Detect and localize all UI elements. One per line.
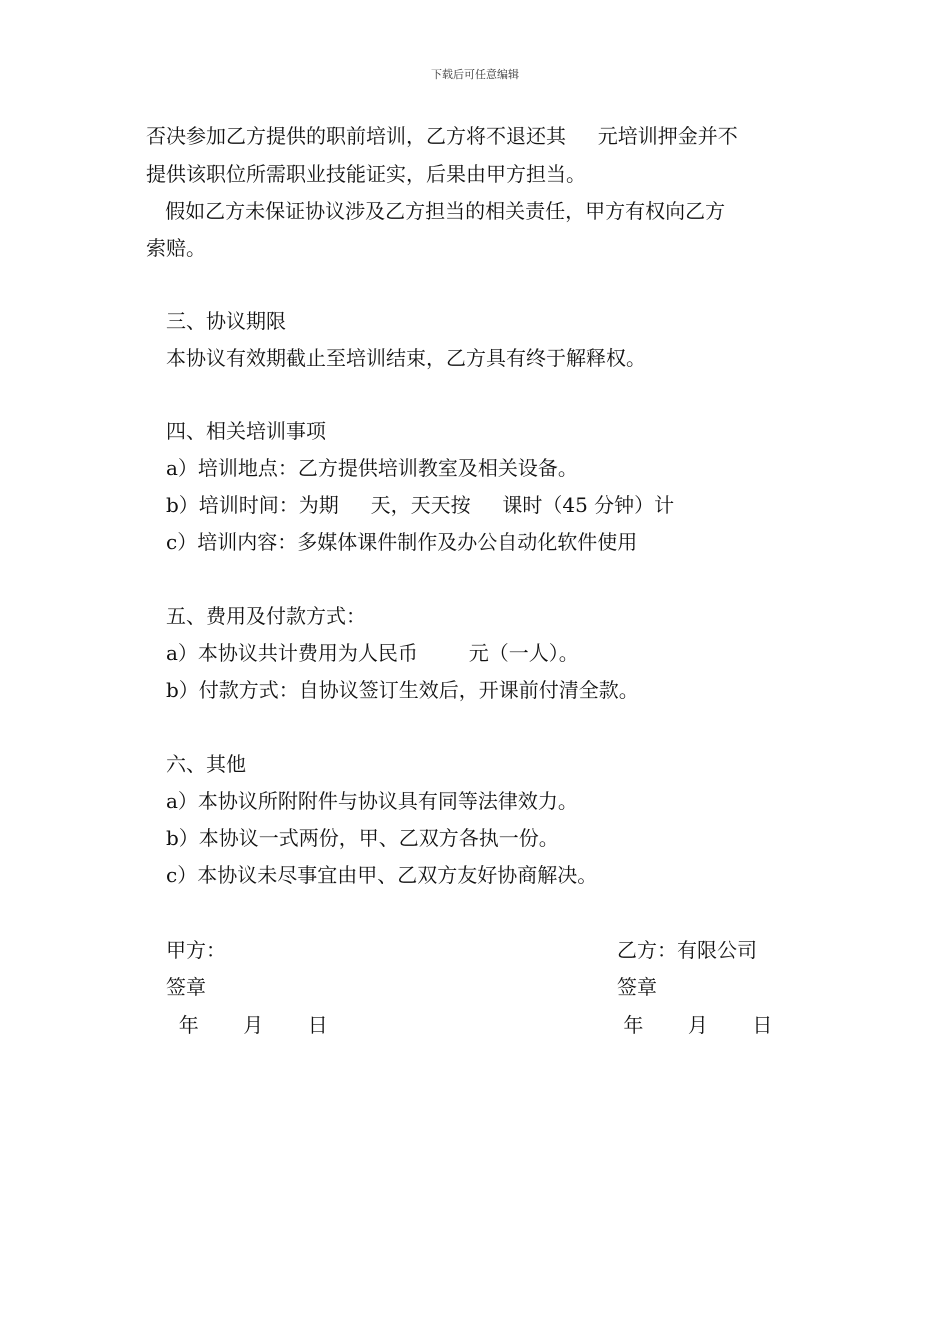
paragraph-line: 索赔。 [146,236,206,260]
paragraph-line: 否决参加乙方提供的职前培训，乙方将不退还其 元培训押金并不 [146,124,738,148]
party-b-date: 年 月 日 [617,1013,773,1037]
list-item: a）本协议所附附件与协议具有同等法律效力。 [166,789,578,813]
list-item: b）培训时间：为期 天，天天按 课时（45 分钟）计 [166,493,675,517]
paragraph-line: 假如乙方未保证协议涉及乙方担当的相关责任，甲方有权向乙方 [146,199,726,223]
party-a-date: 年 月 日 [166,1013,328,1037]
list-item: c）本协议未尽事宜由甲、乙双方友好协商解决。 [166,863,598,887]
party-b-seal: 签章 [617,975,657,999]
list-item: a）本协议共计费用为人民币 元（一人）。 [166,641,579,665]
section-body-term: 本协议有效期截止至培训结束，乙方具有终于解释权。 [166,346,646,370]
list-item: b）付款方式：自协议签订生效后，开课前付清全款。 [166,678,639,702]
party-b-label: 乙方：有限公司 [617,938,757,962]
paragraph-line: 提供该职位所需职业技能证实，后果由甲方担当。 [146,162,586,186]
list-item: b）本协议一式两份，甲、乙双方各执一份。 [166,826,559,850]
section-heading-other: 六、其他 [166,752,246,776]
party-a-seal: 签章 [166,975,206,999]
list-item: c）培训内容：多媒体课件制作及办公自动化软件使用 [166,530,638,554]
section-heading-training: 四、相关培训事项 [166,419,326,443]
party-a-label: 甲方： [166,938,226,962]
list-item: a）培训地点：乙方提供培训教室及相关设备。 [166,456,578,480]
page-header: 下载后可任意编辑 [431,68,519,81]
section-heading-fees: 五、费用及付款方式： [166,604,366,628]
section-heading-term: 三、协议期限 [166,309,286,333]
